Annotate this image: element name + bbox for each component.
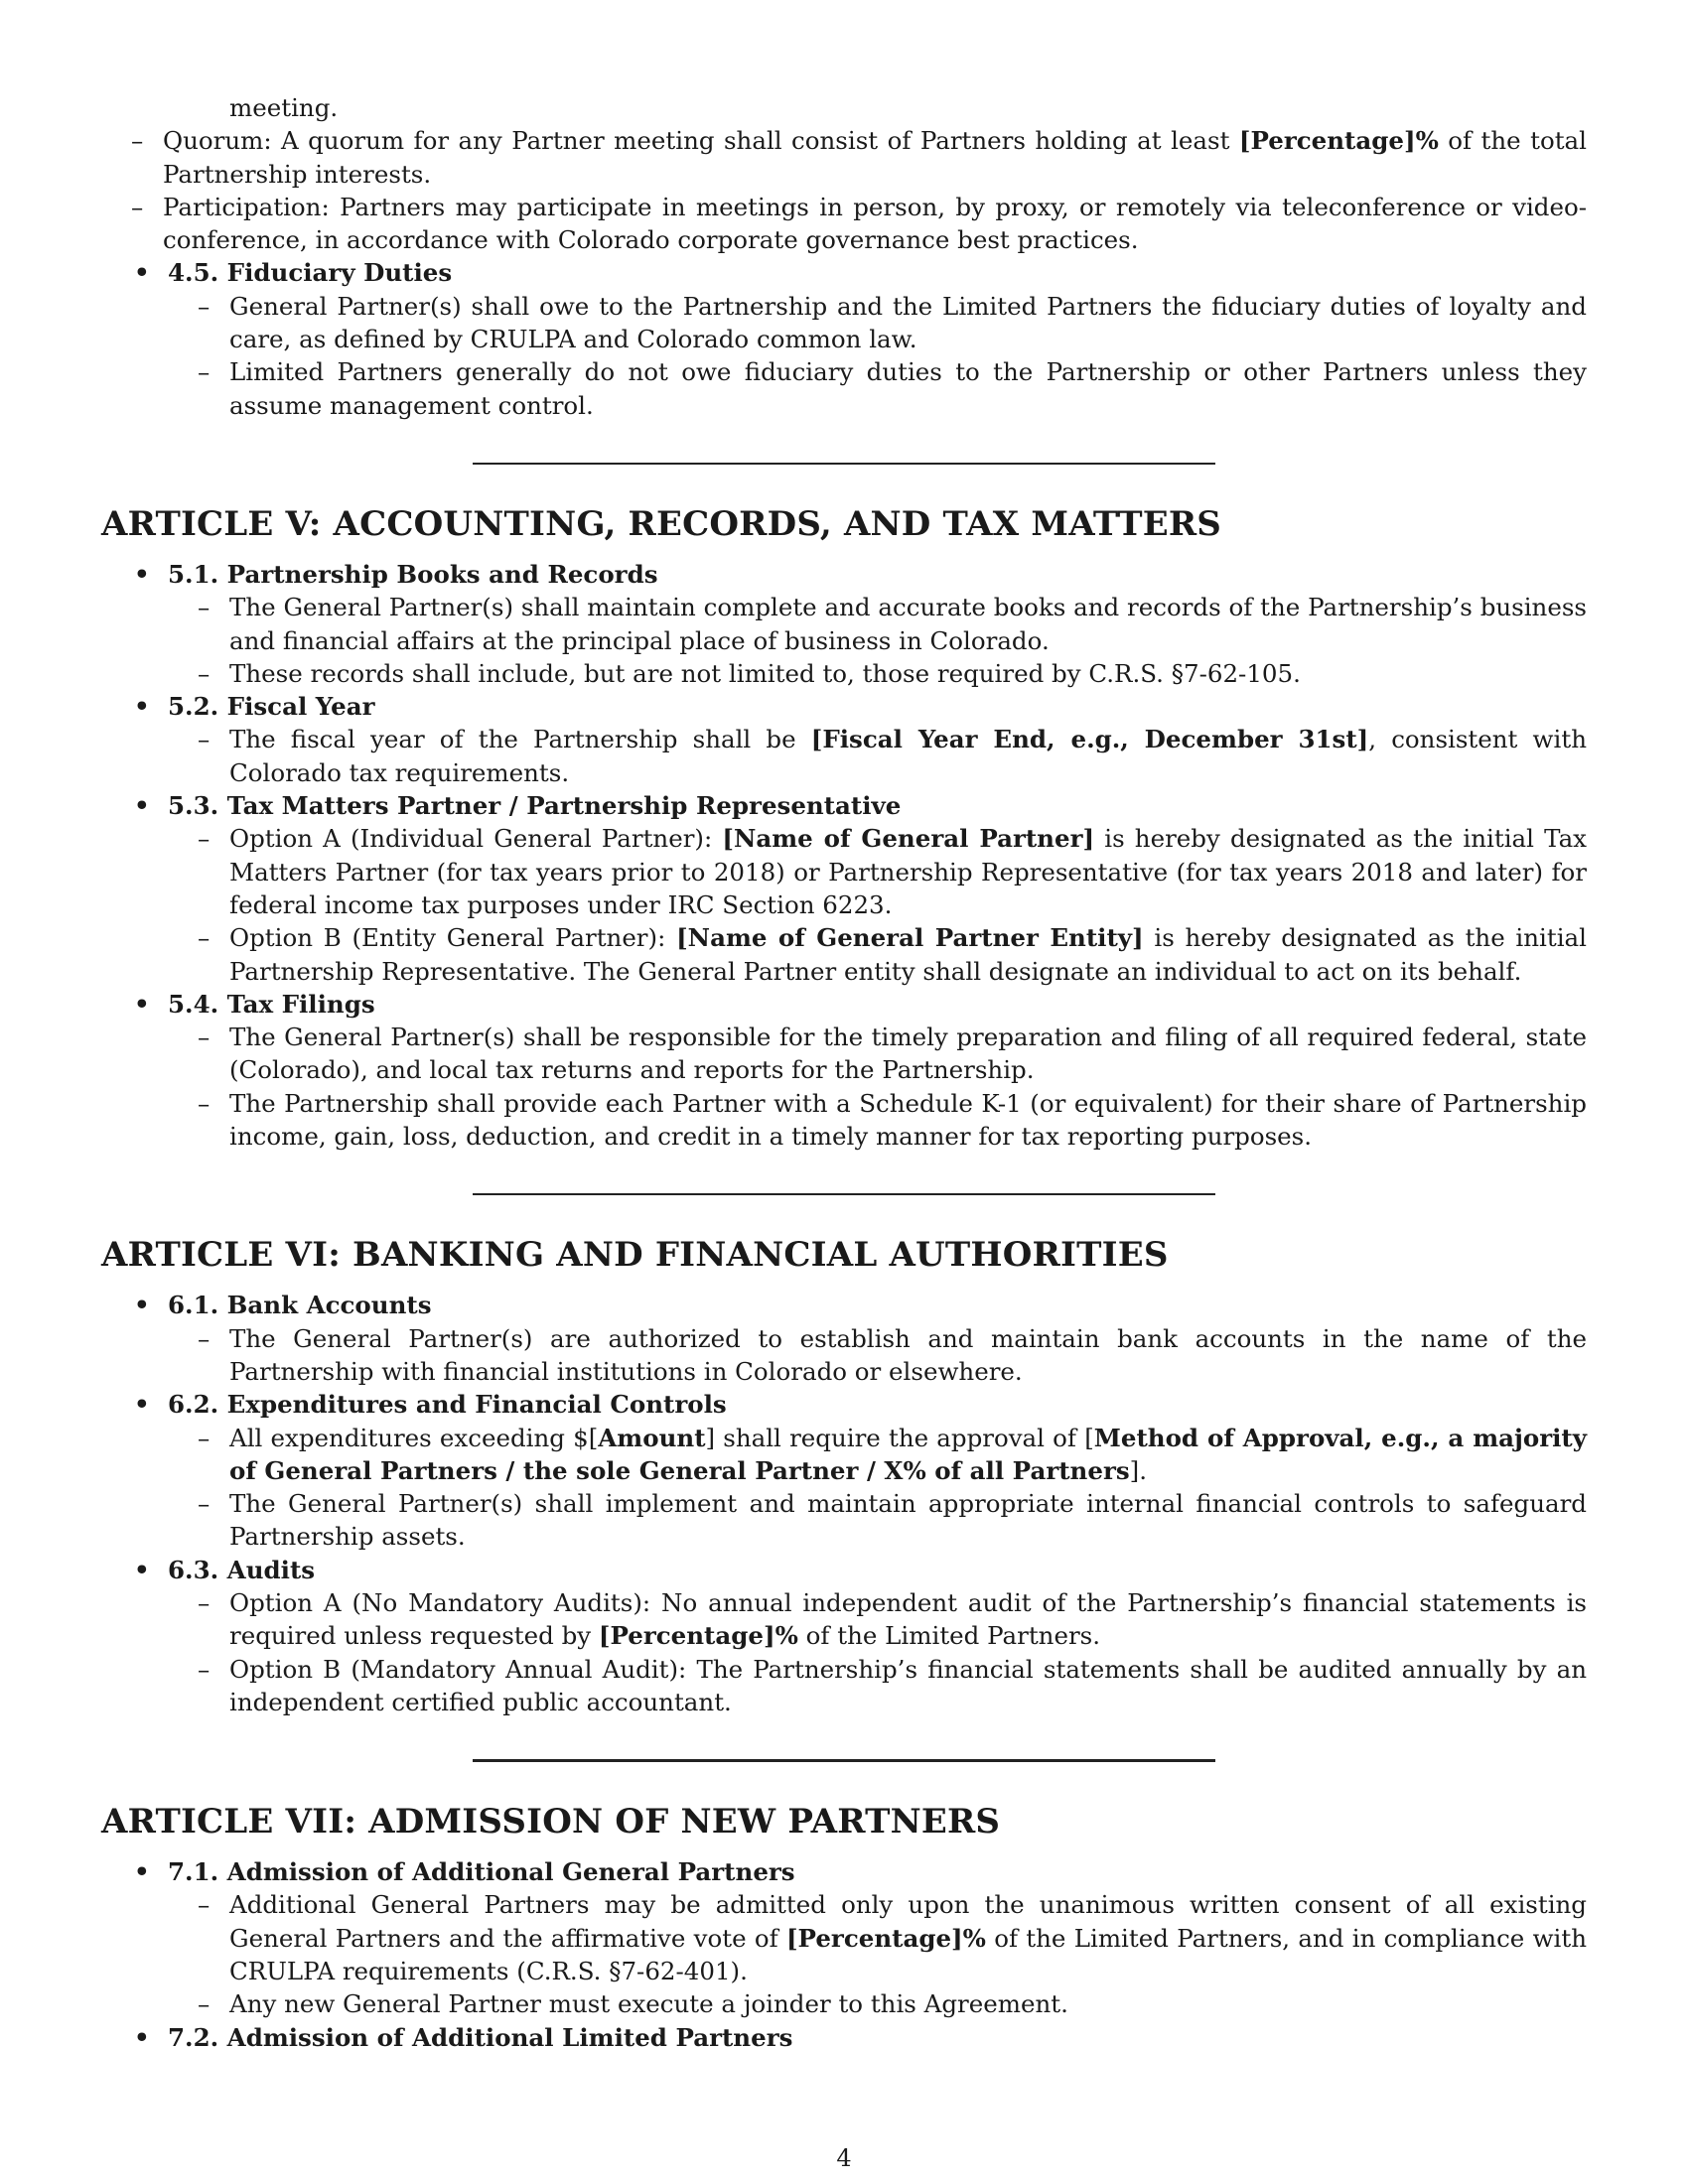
dash-marker: –	[198, 1890, 211, 1920]
dash-marker: –	[198, 1587, 211, 1617]
section-5-1	[101, 558, 1587, 690]
section-7-1	[101, 1855, 1587, 2020]
section-6-3	[101, 1554, 1587, 1718]
section-list	[101, 1289, 1587, 1718]
section-heading: 6.1. Bank Accounts	[168, 1291, 432, 1320]
section-5-4	[101, 988, 1587, 1153]
bullet-icon: •	[134, 791, 150, 821]
section-heading: 6.2. Expenditures and Financial Controls	[168, 1390, 727, 1420]
dash-marker: –	[131, 126, 144, 156]
list-item: – Limited Partners generally do not owe fiduciary duties to the Partnership or other Partners unless they assume management control.	[198, 357, 1587, 420]
section-list	[101, 558, 1587, 1153]
dash-marker: –	[198, 1489, 211, 1519]
dash-marker: –	[198, 1654, 211, 1684]
section-6-2	[101, 1388, 1587, 1553]
list-item: – Participation: Partners may participate in meetings in person, by proxy, or remotely via teleconference or video-conference, in accordance with Colorado corporate governance best practices.	[131, 192, 1587, 255]
dash-marker: –	[198, 923, 211, 953]
article-title: ARTICLE VI: BANKING AND FINANCIAL AUTHORITIES	[101, 1235, 1169, 1276]
bullet-icon: •	[134, 2022, 150, 2052]
section-heading: 6.3. Audits	[168, 1555, 316, 1584]
bullet-icon: •	[134, 692, 150, 722]
dash-marker: –	[198, 1088, 211, 1118]
bullet-icon: •	[134, 559, 150, 589]
section-heading: 5.1. Partnership Books and Records	[168, 559, 658, 589]
dash-marker: –	[198, 824, 211, 854]
page-number: 4	[836, 2144, 852, 2172]
dash-marker: –	[198, 658, 211, 688]
section-heading: 5.4. Tax Filings	[168, 989, 375, 1019]
list-item: – The General Partner(s) are authorized to establish and maintain bank accounts in the name of the Partnership with financial institutions in Colorado or elsewhere.	[198, 1323, 1587, 1386]
dash-marker: –	[198, 725, 211, 754]
section-heading: 5.3. Tax Matters Partner / Partnership Representative	[168, 791, 902, 821]
carryover-text: meeting.	[229, 93, 339, 122]
dash-marker: –	[198, 1989, 211, 2019]
article-title: ARTICLE VII: ADMISSION OF NEW PARTNERS	[101, 1802, 1001, 1843]
bullet-icon: •	[134, 1555, 150, 1584]
section-heading: 7.1. Admission of Additional General Partners	[168, 1857, 795, 1887]
dash-marker: –	[198, 291, 211, 321]
section-6-1	[101, 1289, 1587, 1388]
dash-marker: –	[198, 357, 211, 387]
list-item: – All expenditures exceeding $[Amount] shall require the approval of [Method of Approval, e.g., a majority of General Partners / the sole General Partner / X% of all Partners].	[198, 1423, 1587, 1485]
section-list	[101, 1855, 1587, 2054]
list-item: – Option B (Mandatory Annual Audit): The Partnership’s financial statements shall be audited annually by an independent certified public accountant.	[198, 1654, 1587, 1716]
dash-marker: –	[198, 1323, 211, 1353]
bullet-icon: •	[134, 258, 150, 288]
list-item: – General Partner(s) shall owe to the Partnership and the Limited Partners the fiduciary duties of loyalty and care, as defined by CRULPA and Colorado common law.	[198, 291, 1587, 354]
list-item: – Option B (Entity General Partner): [Name of General Partner Entity] is hereby designated as the initial Partnership Representative. The General Partner entity shall designate an individual to act on its behalf.	[198, 923, 1587, 986]
list-item: – The Partnership shall provide each Partner with a Schedule K-1 (or equivalent) for their share of Partnership income, gain, loss, deduction, and credit in a timely manner for tax reporting purposes.	[198, 1088, 1587, 1152]
bullet-icon: •	[134, 1291, 150, 1320]
horizontal-rule	[473, 1193, 1215, 1195]
horizontal-rule	[473, 1759, 1215, 1762]
bullet-icon: •	[134, 1857, 150, 1887]
list-item: – Option A (Individual General Partner): [Name of General Partner] is hereby designated as the initial Tax Matters Partner (for tax years prior to 2018) or Partnership Representative (for tax years 2018 and later) for federal income tax purposes under IRC Section 6223.	[198, 824, 1587, 919]
bullet-icon: •	[134, 989, 150, 1019]
dash-marker: –	[198, 1423, 211, 1452]
list-item: – Quorum: A quorum for any Partner meeting shall consist of Partners holding at least [Percentage]% of the total Partnership interests.	[131, 126, 1587, 189]
section-heading: 7.2. Admission of Additional Limited Partners	[168, 2022, 793, 2052]
dash-marker: –	[198, 1023, 211, 1052]
section-heading: 4.5. Fiduciary Duties	[168, 258, 453, 288]
section-list	[101, 256, 1587, 421]
list-item: – The General Partner(s) shall maintain complete and accurate books and records of the Partnership’s business and financial affairs at the principal place of business in Colorado.	[198, 593, 1587, 655]
list-item: – Any new General Partner must execute a joinder to this Agreement.	[168, 1987, 1587, 2020]
section-5-2	[101, 690, 1587, 789]
section-5-3	[101, 789, 1587, 988]
list-item: – The General Partner(s) shall implement and maintain appropriate internal financial controls to safeguard Partnership assets.	[198, 1489, 1587, 1552]
list-item: – These records shall include, but are not limited to, those required by C.R.S. §7-62-105.	[168, 657, 1587, 690]
list-item: – Additional General Partners may be admitted only upon the unanimous written consent of all existing General Partners and the affirmative vote of [Percentage]% of the Limited Partners, and in compliance with CRULPA requirements (C.R.S. §7-62-401).	[198, 1890, 1588, 1986]
section-7-2	[101, 2021, 1587, 2054]
dash-marker: –	[198, 593, 211, 622]
section-heading: 5.2. Fiscal Year	[168, 692, 375, 722]
article-title: ARTICLE V: ACCOUNTING, RECORDS, AND TAX MATTERS	[101, 503, 1222, 544]
list-item: – The General Partner(s) shall be responsible for the timely preparation and filing of all required federal, state (Colorado), and local tax returns and reports for the Partnership.	[198, 1023, 1587, 1085]
document-page	[101, 91, 1587, 2054]
section-4-5	[101, 256, 1587, 421]
bullet-icon: •	[134, 1390, 150, 1420]
list-item: – The fiscal year of the Partnership shall be [Fiscal Year End, e.g., December 31st], consistent with Colorado tax requirements.	[198, 725, 1587, 787]
carryover-list	[101, 124, 1587, 256]
horizontal-rule	[473, 463, 1215, 465]
list-item: – Option A (No Mandatory Audits): No annual independent audit of the Partnership’s financial statements is required unless requested by [Percentage]% of the Limited Partners.	[198, 1587, 1587, 1651]
dash-marker: –	[131, 192, 144, 221]
